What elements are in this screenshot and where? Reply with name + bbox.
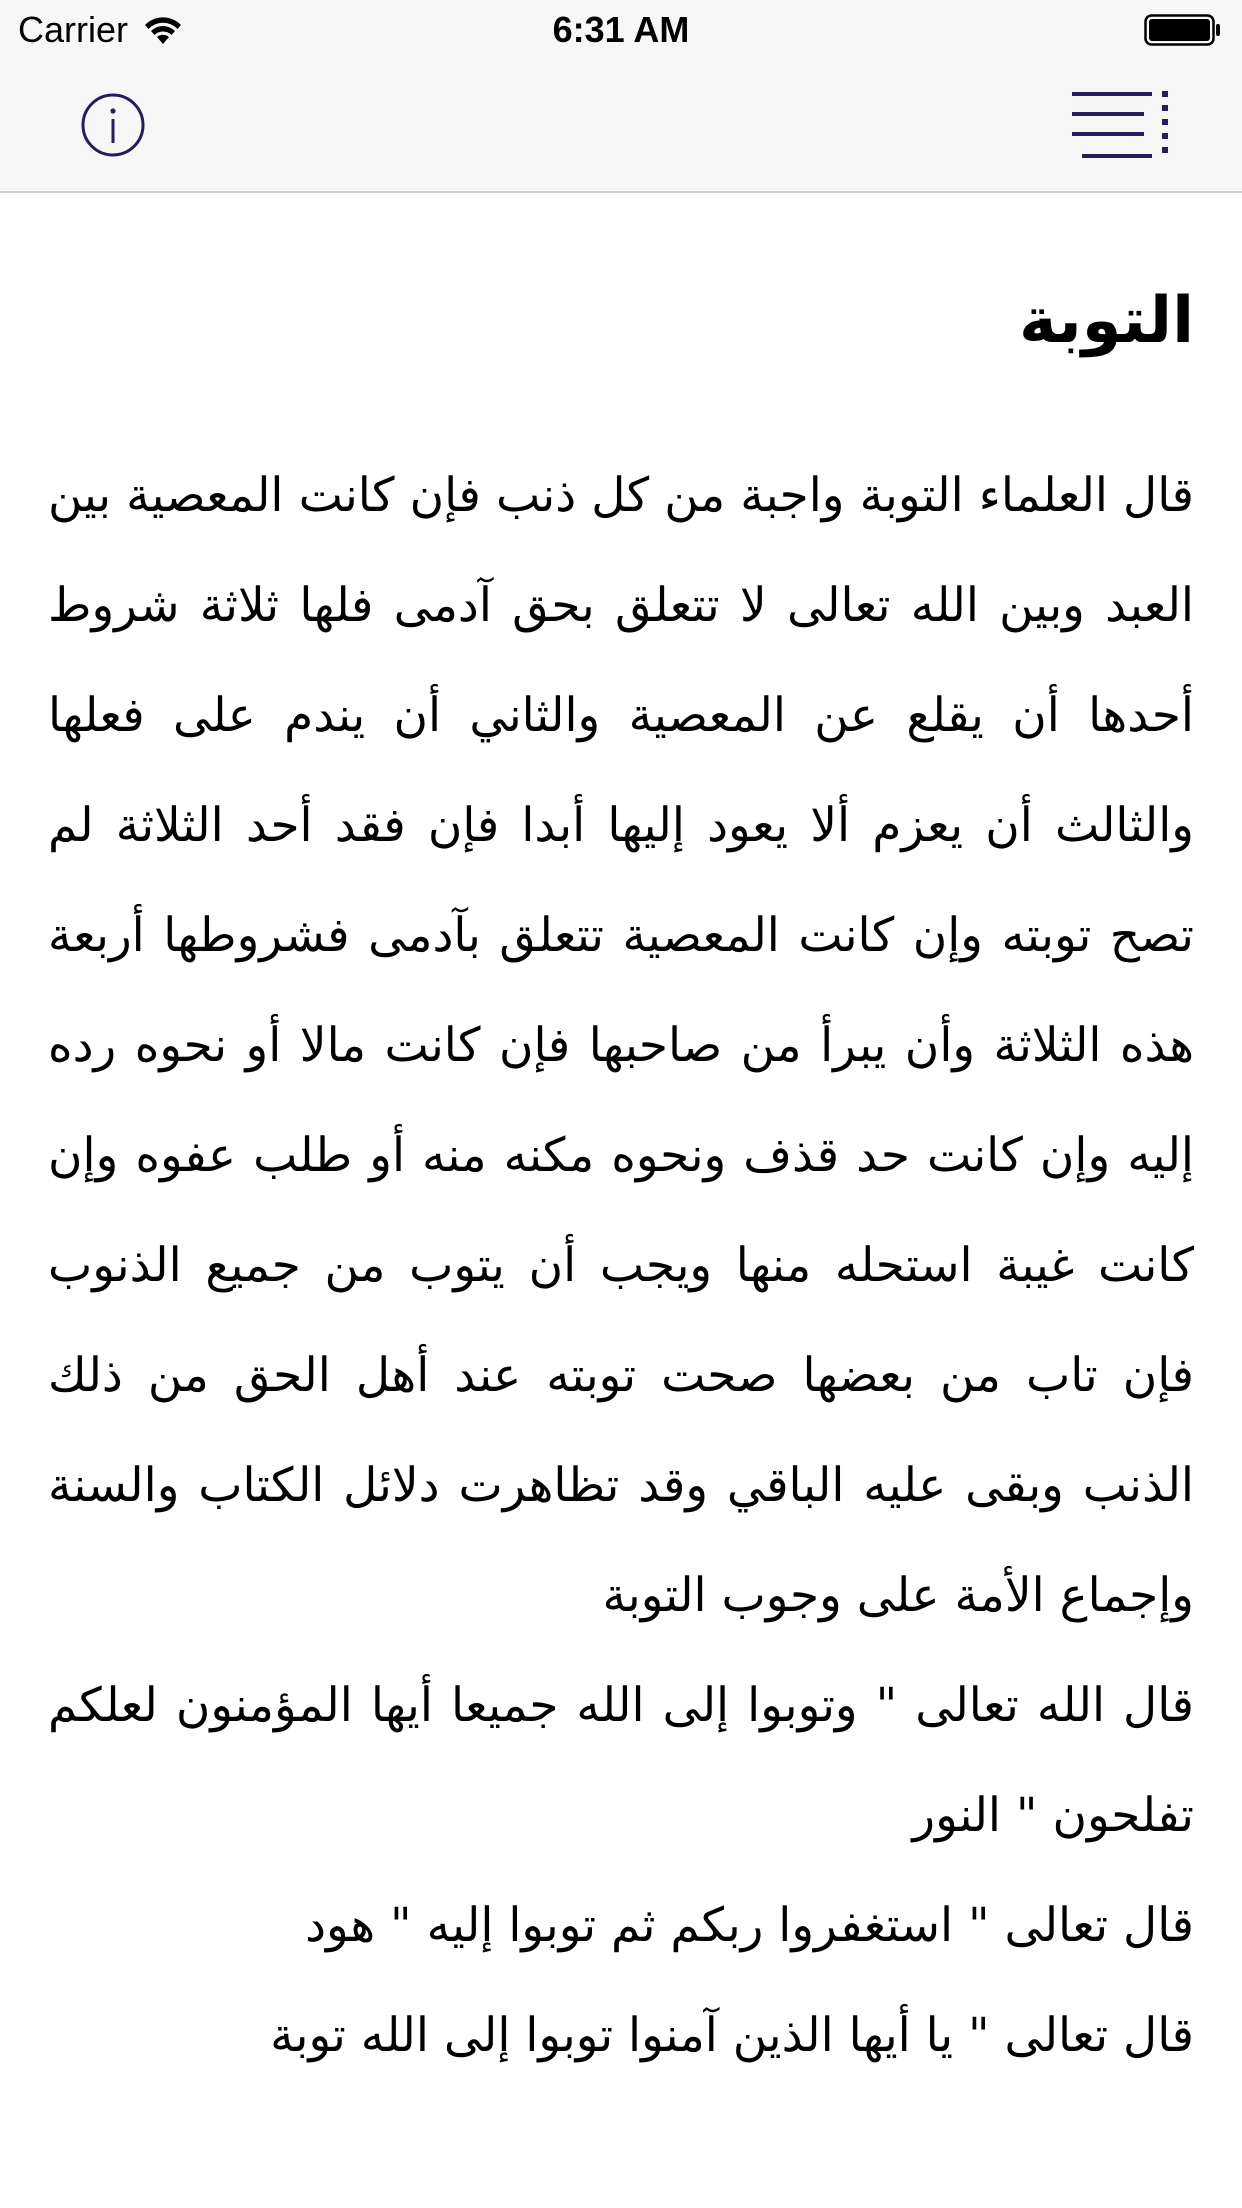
article-paragraph-4: قال تعالى " يا أيها الذين آمنوا توبوا إلى الله توبة xyxy=(270,2008,1194,2063)
status-time: 6:31 AM xyxy=(552,9,690,50)
article-title: التوبة xyxy=(1018,284,1194,358)
article-paragraph-3: قال تعالى " استغفروا ربكم ثم توبوا إليه " هود xyxy=(305,1898,1194,1953)
carrier-label: Carrier xyxy=(18,9,129,50)
article-paragraph-1: قال العلماء التوبة واجبة من كل ذنب فإن كانت المعصية بين العبد وبين الله تعالى لا تتعلق بحق آدمى فلها ثلاثة شروط أحدها أن يقلع عن المعصية والثاني أن يندم على فعلها والثالث أن يعزم ألا يعود إليها أبدا فإن فقد أحد الثلاثة لم تصح توبته وإن كانت المعصية تتعلق بآدمى فشروطها أربعة هذه الثلاثة وأن يبرأ من صاحبها فإن كانت مالا أو نحوه رده إليه وإن كانت حد قذف ونحوه مكنه منه أو طلب عفوه وإن كانت غيبة استحله منها ويجب أن يتوب من جميع الذنوب فإن تاب من بعضها صحت توبته عند أهل الحق من ذلك الذنب وبقى عليه الباقي وقد تظاهرت دلائل الكتاب والسنة وإجماع الأمة على وجوب التوبة xyxy=(48,468,1194,1623)
navigation-bar xyxy=(0,60,1242,193)
battery-icon xyxy=(1144,14,1222,46)
status-bar xyxy=(0,0,1242,60)
article-content xyxy=(48,193,1194,2091)
menu-list-icon[interactable] xyxy=(1072,88,1172,164)
article-paragraph-2: قال الله تعالى " وتوبوا إلى الله جميعا أيها المؤمنون لعلكم تفلحون " النور xyxy=(48,1678,1194,1843)
info-icon[interactable] xyxy=(80,92,146,158)
